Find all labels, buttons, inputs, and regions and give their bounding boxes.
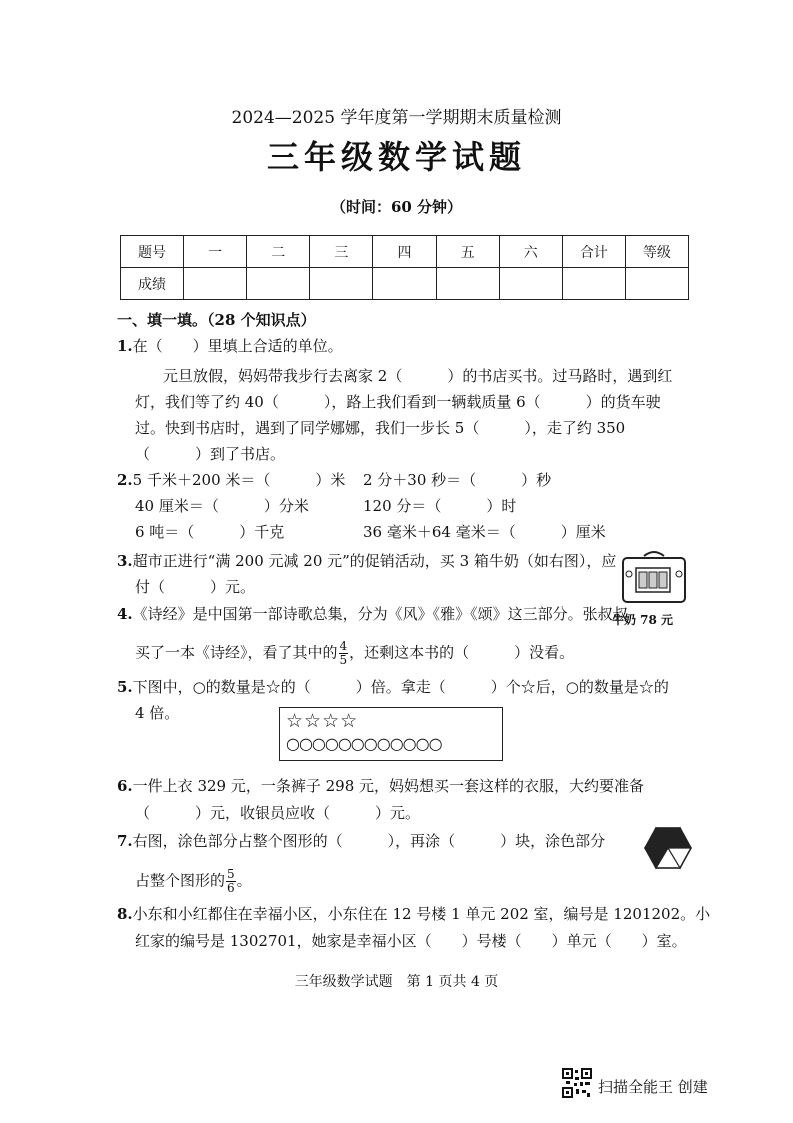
score-input-cell[interactable] (436, 268, 499, 300)
table-cell: 成绩 (121, 268, 184, 300)
table-cell: 四 (373, 236, 436, 268)
question-text: 超市正进行“满 200 元减 20 元”的促销活动，买 3 箱牛奶（如右图），应 (132, 552, 617, 570)
text-segment: 占整个图形的 (135, 871, 226, 890)
table-cell: 合计 (562, 236, 625, 268)
table-cell: 六 (499, 236, 562, 268)
table-cell: 三 (310, 236, 373, 268)
question-number: 2. (117, 471, 133, 489)
q1-line: 元旦放假，妈妈带我步行去离家 2（ ）的书店买书。过马路时，遇到红 (163, 367, 673, 385)
question-number: 6. (117, 777, 133, 795)
q1-line: 过。快到书店时，遇到了同学娜娜，我们一步长 5（ ），走了约 350 (135, 419, 626, 437)
exam-title: 三年级数学试题 (266, 138, 526, 176)
question-text (135, 640, 574, 667)
fraction-denominator: 6 (227, 881, 235, 895)
question-text: 《诗经》是中国第一部诗歌总集，分为《风》《雅》《颂》这三部分。张叔叔 (132, 605, 628, 623)
star-circle-figure (279, 707, 503, 761)
question-text: 在（ ）里填上合适的单位。 (132, 337, 343, 355)
question-number: 8. (117, 905, 133, 923)
score-input-cell[interactable] (184, 268, 247, 300)
fraction (339, 640, 349, 667)
conversion-item: 40 厘米＝（ ）分米 (135, 497, 309, 515)
text-segment: ，还剩这本书的（ ）没看。 (349, 643, 575, 662)
q1-line: 灯，我们等了约 40（ ），路上我们看到一辆载质量 6（ ）的货车驶 (135, 393, 661, 411)
conversion-item: 120 分＝（ ）时 (363, 497, 517, 515)
question-5 (117, 677, 669, 697)
fraction-denominator: 5 (339, 653, 348, 667)
score-input-cell[interactable] (247, 268, 310, 300)
question-3 (117, 551, 616, 571)
question-text: 下图中，○的数量是☆的（ ）倍。拿走（ ）个☆后，○的数量是☆的 (132, 678, 669, 696)
table-cell: 题号 (121, 236, 184, 268)
page-footer: 三年级数学试题 第 1 页共 4 页 (294, 974, 499, 990)
milk-box-icon (620, 548, 688, 606)
question-number: 3. (117, 552, 133, 570)
qr-icon (562, 1068, 592, 1102)
question-7 (117, 831, 605, 851)
question-text: 右图，涂色部分占整个图形的（ ），再涂（ ）块，涂色部分 (132, 832, 606, 850)
question-text: 小东和小红都住在幸福小区，小东住在 12 号楼 1 单元 202 室，编号是 1201202。小 (132, 905, 711, 923)
milk-price-caption: 牛奶 78 元 (612, 613, 674, 627)
conversion-item: 36 毫米＋64 毫米＝（ ）厘米 (363, 523, 606, 541)
question-2 (117, 470, 345, 490)
table-cell: 一 (184, 236, 247, 268)
question-number: 4. (117, 605, 133, 623)
hexagon-icon (644, 826, 692, 874)
question-text: （ ）元，收银员应收（ ）元。 (135, 804, 421, 822)
question-text: 4 倍。 (135, 704, 180, 722)
scanner-watermark: 扫描全能王 创建 (598, 1078, 708, 1096)
question-text (135, 868, 252, 895)
score-input-cell[interactable] (310, 268, 373, 300)
fraction-numerator: 4 (339, 639, 348, 653)
score-table-score-row (121, 268, 689, 300)
question-6 (117, 776, 644, 796)
question-number: 7. (117, 832, 133, 850)
q1-line: （ ）到了书店。 (135, 445, 286, 463)
question-number: 5. (117, 678, 133, 696)
score-input-cell[interactable] (499, 268, 562, 300)
section-heading: 一、填一填。（28 个知识点） (117, 311, 316, 329)
circles-row: ○○○○○○○○○○○○ (286, 734, 442, 753)
table-cell: 五 (436, 236, 499, 268)
score-table (120, 235, 689, 300)
question-4 (117, 604, 628, 624)
conversion-item: 5 千米＋200 米＝（ ）米 (132, 471, 346, 489)
table-cell: 二 (247, 236, 310, 268)
fraction-numerator: 5 (227, 867, 235, 881)
question-text: 一件上衣 329 元，一条裤子 298 元，妈妈想买一套这样的衣服，大约要准备 (132, 777, 645, 795)
fraction (226, 868, 236, 895)
question-1 (117, 336, 343, 356)
question-text: 红家的编号是 1302701，她家是幸福小区（ ）号楼（ ）单元（ ）室。 (135, 932, 687, 950)
score-input-cell[interactable] (373, 268, 436, 300)
score-input-cell[interactable] (562, 268, 625, 300)
score-input-cell[interactable] (625, 268, 688, 300)
question-number: 1. (117, 337, 133, 355)
time-note: （时间：60 分钟） (330, 198, 463, 216)
question-text: 付（ ）元。 (135, 578, 256, 596)
score-table-header-row (121, 236, 689, 268)
exam-subtitle: 2024—2025 学年度第一学期期末质量检测 (231, 108, 562, 128)
table-cell: 等级 (625, 236, 688, 268)
conversion-item: 2 分＋30 秒＝（ ）秒 (363, 471, 552, 489)
question-8 (117, 904, 710, 924)
conversion-item: 6 吨＝（ ）千克 (135, 523, 285, 541)
text-segment: 。 (236, 871, 252, 890)
text-segment: 买了一本《诗经》，看了其中的 (135, 643, 338, 662)
stars-row: ☆☆☆☆ (286, 710, 359, 732)
